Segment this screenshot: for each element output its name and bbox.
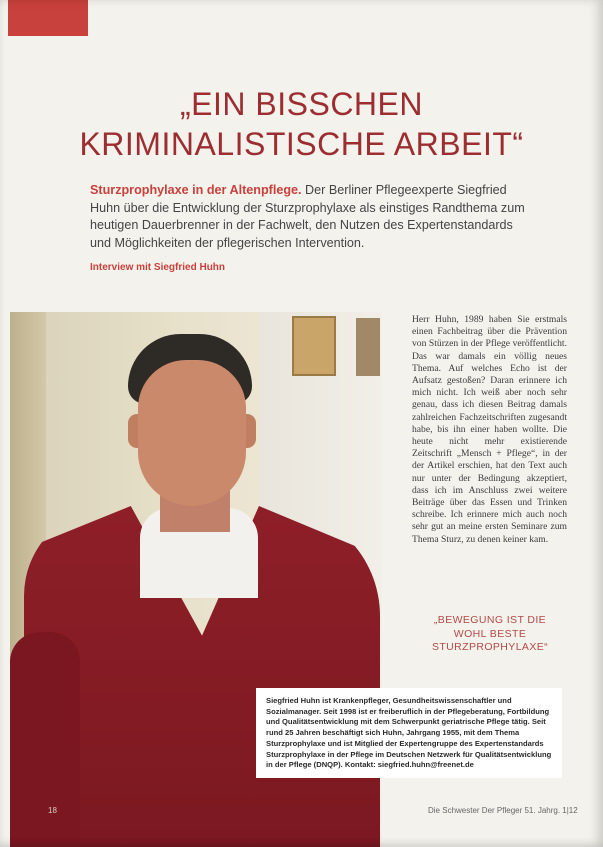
section-color-tab (8, 0, 88, 36)
headline-line-2: KRIMINALISTISCHE ARBEIT“ (79, 126, 524, 162)
pull-quote-line-1: „BEWEGUNG IST DIE (433, 614, 547, 626)
intro-lead: Sturzprophylaxe in der Altenpflege. (90, 183, 302, 197)
article-intro (90, 182, 530, 252)
intro-body: Der Berliner Pflegeexperte Siegfried Huhn über die Entwicklung der Sturzprophylaxe als einstiges Randthema zum heutigen Dauerbrenner in der Fachwelt, den Nutzen des Expertenstandards und Möglichkeiten der pflegerischen Intervention. (90, 183, 525, 250)
photo-face (138, 360, 246, 506)
pull-quote (410, 614, 570, 655)
photo-caption (256, 688, 562, 778)
byline: Interview mit Siegfried Huhn (90, 262, 226, 273)
page-number: 18 (48, 806, 57, 815)
photo-picture-frame (292, 316, 336, 376)
headline-line-1: „EIN BISSCHEN (180, 86, 423, 122)
article-column-text: Herr Huhn, 1989 haben Sie erstmals einen Fachbeitrag über die Prävention von Stürzen in der Pflege veröffentlicht. Das war damals ein völlig neues Thema. Auf welches Echo ist der Aufsatz gestoßen? Daran erinnere ich mich nicht. Ich weiß aber noch sehr genau, dass ich diesen Beitrag damals zahlreichen Fachzeitschriften zugesandt habe, bis ihn einer haben wollte. Die heute nicht mehr existierende Zeitschrift „Mensch + Pflege“, in der der Artikel erschien, hat den Text auch nur unter der Bedingung akzeptiert, dass ich im Anschluss zwei weitere Beiträge über das Essen und Trinken schreibe. Ich erinnere mich auch noch sehr gut an meine ersten Seminare zum Thema Sturz, zu denen keiner kam. (412, 314, 567, 545)
photo-picture-frame-small (356, 318, 380, 376)
caption-text: Siegfried Huhn ist Krankenpfleger, Gesundheitswissenschaftler und Sozialmanager. Seit 1998 ist er freiberuflich in der Pflegeberatung, Fortbildung und Qualitätsentwicklung mit dem Schwerpunkt geriatrische Pflege tätig. Seit rund 25 Jahren beschäftigt sich Huhn, Jahrgang 1955, mit dem Thema Sturzprophylaxe und ist Mitglied der Expertengruppe des Expertenstandards Sturzprophylaxe in der Pflege im Deutschen Netzwerk für Qualitätsentwicklung in der Pflege (DNQP). Kontakt: siegfried.huhn@freenet.de (266, 696, 552, 770)
footer-source: Die Schwester Der Pfleger 51. Jahrg. 1|12 (428, 806, 578, 815)
article-headline (0, 84, 603, 164)
pull-quote-line-3: STURZPROPHYLAXE“ (431, 641, 549, 653)
photo-arm (10, 632, 80, 847)
pull-quote-line-2: WOHL BESTE (453, 627, 527, 640)
